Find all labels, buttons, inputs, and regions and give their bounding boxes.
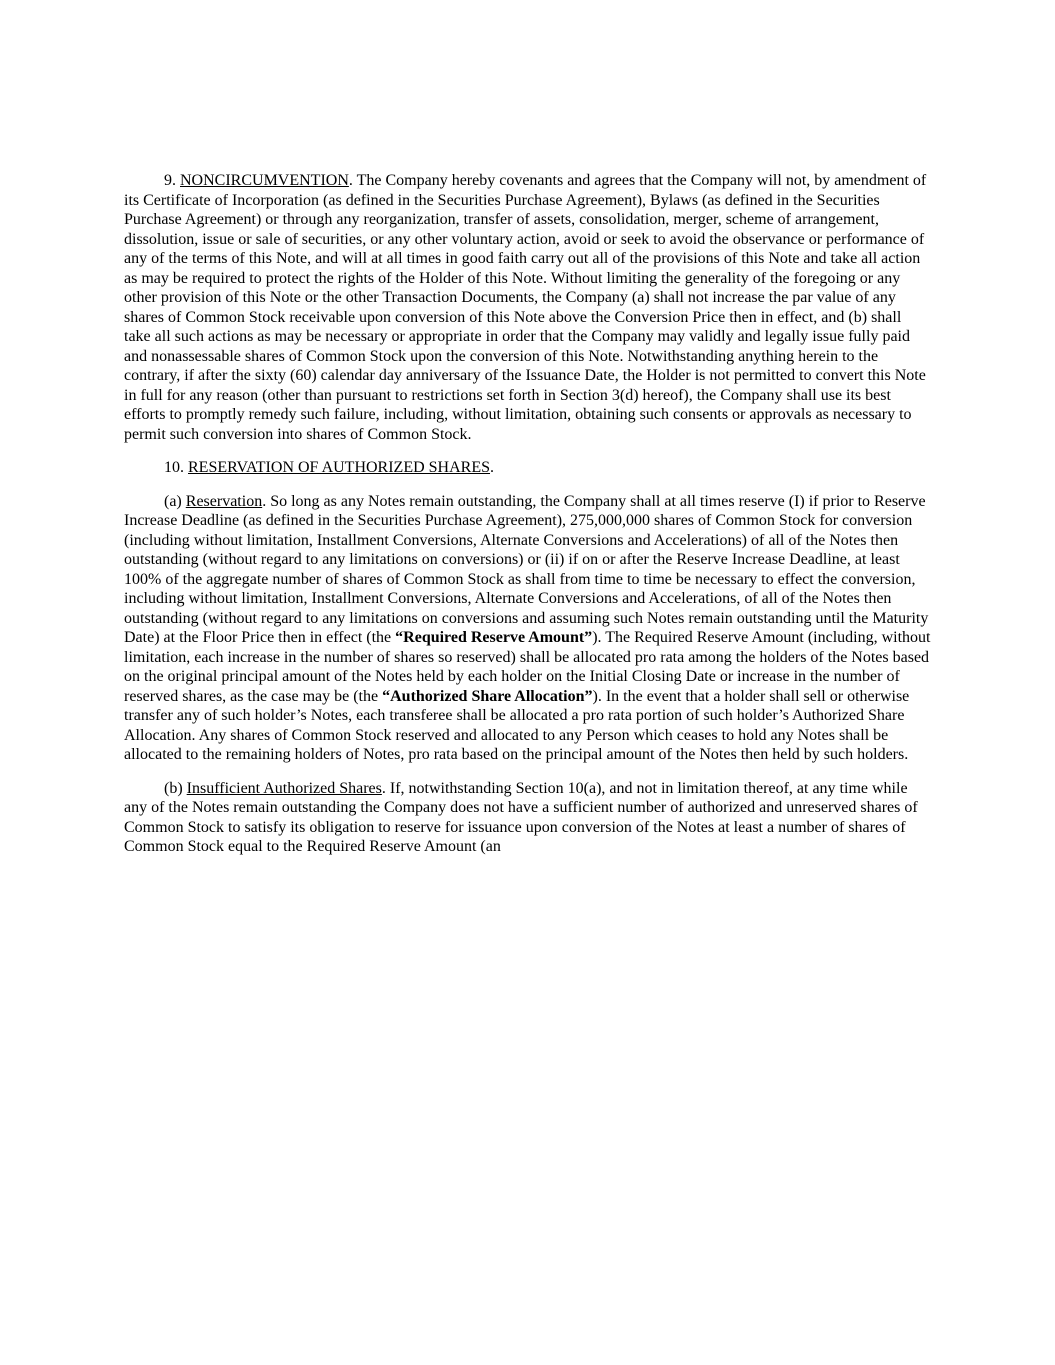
text-segment: Reservation (185, 492, 263, 510)
text-segment: . (490, 459, 495, 476)
paragraph-section-10a-reservation (124, 492, 931, 765)
text-segment: ). In the event that a holder shall sell or otherwise transfer any of such holder’s Notes, each transferee shall be allocated a pro rata portion of such holder’s Authorized Share Allocation. Any shares of Common Stock reserved and allocated to any Person which ceases to hold any Notes shall be allocated to the remaining holders of Notes, pro rata based on the principal amount of the Notes then held by such holders. (124, 687, 910, 763)
text-segment: “Required Reserve Amount” (395, 629, 593, 646)
paragraph-section-9-noncircumvention (124, 171, 931, 444)
text-segment: . The Company hereby covenants and agrees that the Company will not, by amendment of its Certificate of Incorporation (as defined in the Securities Purchase Agreement), Bylaws (as defined in the Securities Purchase Agreement) or through any reorganization, transfer of assets, consolidation, merger, scheme of arrangement, dissolution, issue or sale of securities, or any other voluntary action, avoid or seek to avoid the observance or performance of any of the terms of this Note, and will at all times in good faith carry out all of the provisions of this Note and take all action as may be required to protect the rights of the Holder of this Note. Without limiting the generality of the foregoing or any other provision of this Note or the other Transaction Documents, the Company (a) shall not increase the par value of any shares of Common Stock receivable upon conversion of this Note above the Conversion Price then in effect, and (b) shall take all such actions as may be necessary or appropriate in order that the Company may validly and legally issue fully paid and nonassessable shares of Common Stock upon the conversion of this Note. Notwithstanding anything herein to the contrary, if after the sixty (60) calendar day anniversary of the Issuance Date, the Holder is not permitted to convert this Note in full for any reason (other than pursuant to restrictions set forth in Section 3(d) hereof), the Company shall use its best efforts to promptly remedy such failure, including, without limitation, obtaining such consents or approvals as necessary to permit such conversion into shares of Common Stock. (124, 172, 927, 443)
text-segment: 9. (164, 172, 180, 189)
text-segment: . If, notwithstanding Section 10(a), and not in limitation thereof, at any time while any of the Notes remain outstanding the Company does not have a sufficient number of authorized and unreserved shares of Common Stock to satisfy its obligation to reserve for issuance upon conversion of the Notes at least a number of shares of Common Stock equal to the Required Reserve Amount (an (124, 779, 918, 855)
text-segment: “Authorized Share Allocation” (382, 687, 593, 705)
text-segment: ). The Required Reserve Amount (including, without limitation, each increase in the number of shares so reserved) shall be allocated pro rata among the holders of the Notes based on the original principal amount of the Notes held by each holder on the Initial Closing Date or increase in the number of reserved shares, as the case may be (the (124, 629, 931, 705)
text-segment: NONCIRCUMVENTION (180, 172, 349, 189)
text-segment: Insufficient Authorized Shares (186, 779, 382, 797)
text-segment: (b) (164, 779, 187, 797)
text-segment: (a) (164, 492, 186, 510)
paragraph-section-10b-insufficient-authorized-shares (124, 779, 931, 857)
text-segment: . So long as any Notes remain outstanding, the Company shall at all times reserve (I) if prior to Reserve Increase Deadline (as defined in the Securities Purchase Agreement), 275,000,000 shares of Common Stock for conversion (including without limitation, Installment Conversions, Alternate Conversions and Accelerations) of all of the Notes then outstanding (without regard to any limitations on conversions) or (ii) if on or after the Reserve Increase Deadline, at least 100% of the aggregate number of shares of Common Stock as shall from time to time be necessary to effect the conversion, including without limitation, Installment Conversions, Alternate Conversions and Accelerations, of all of the Notes then outstanding (without regard to any limitations on conversions and assuming such Notes remain outstanding until the Maturity Date) at the Floor Price then in effect (the (124, 492, 929, 646)
paragraph-section-10-heading (124, 458, 931, 478)
text-segment: RESERVATION OF AUTHORIZED SHARES (188, 459, 491, 476)
text-segment: 10. (164, 459, 188, 476)
